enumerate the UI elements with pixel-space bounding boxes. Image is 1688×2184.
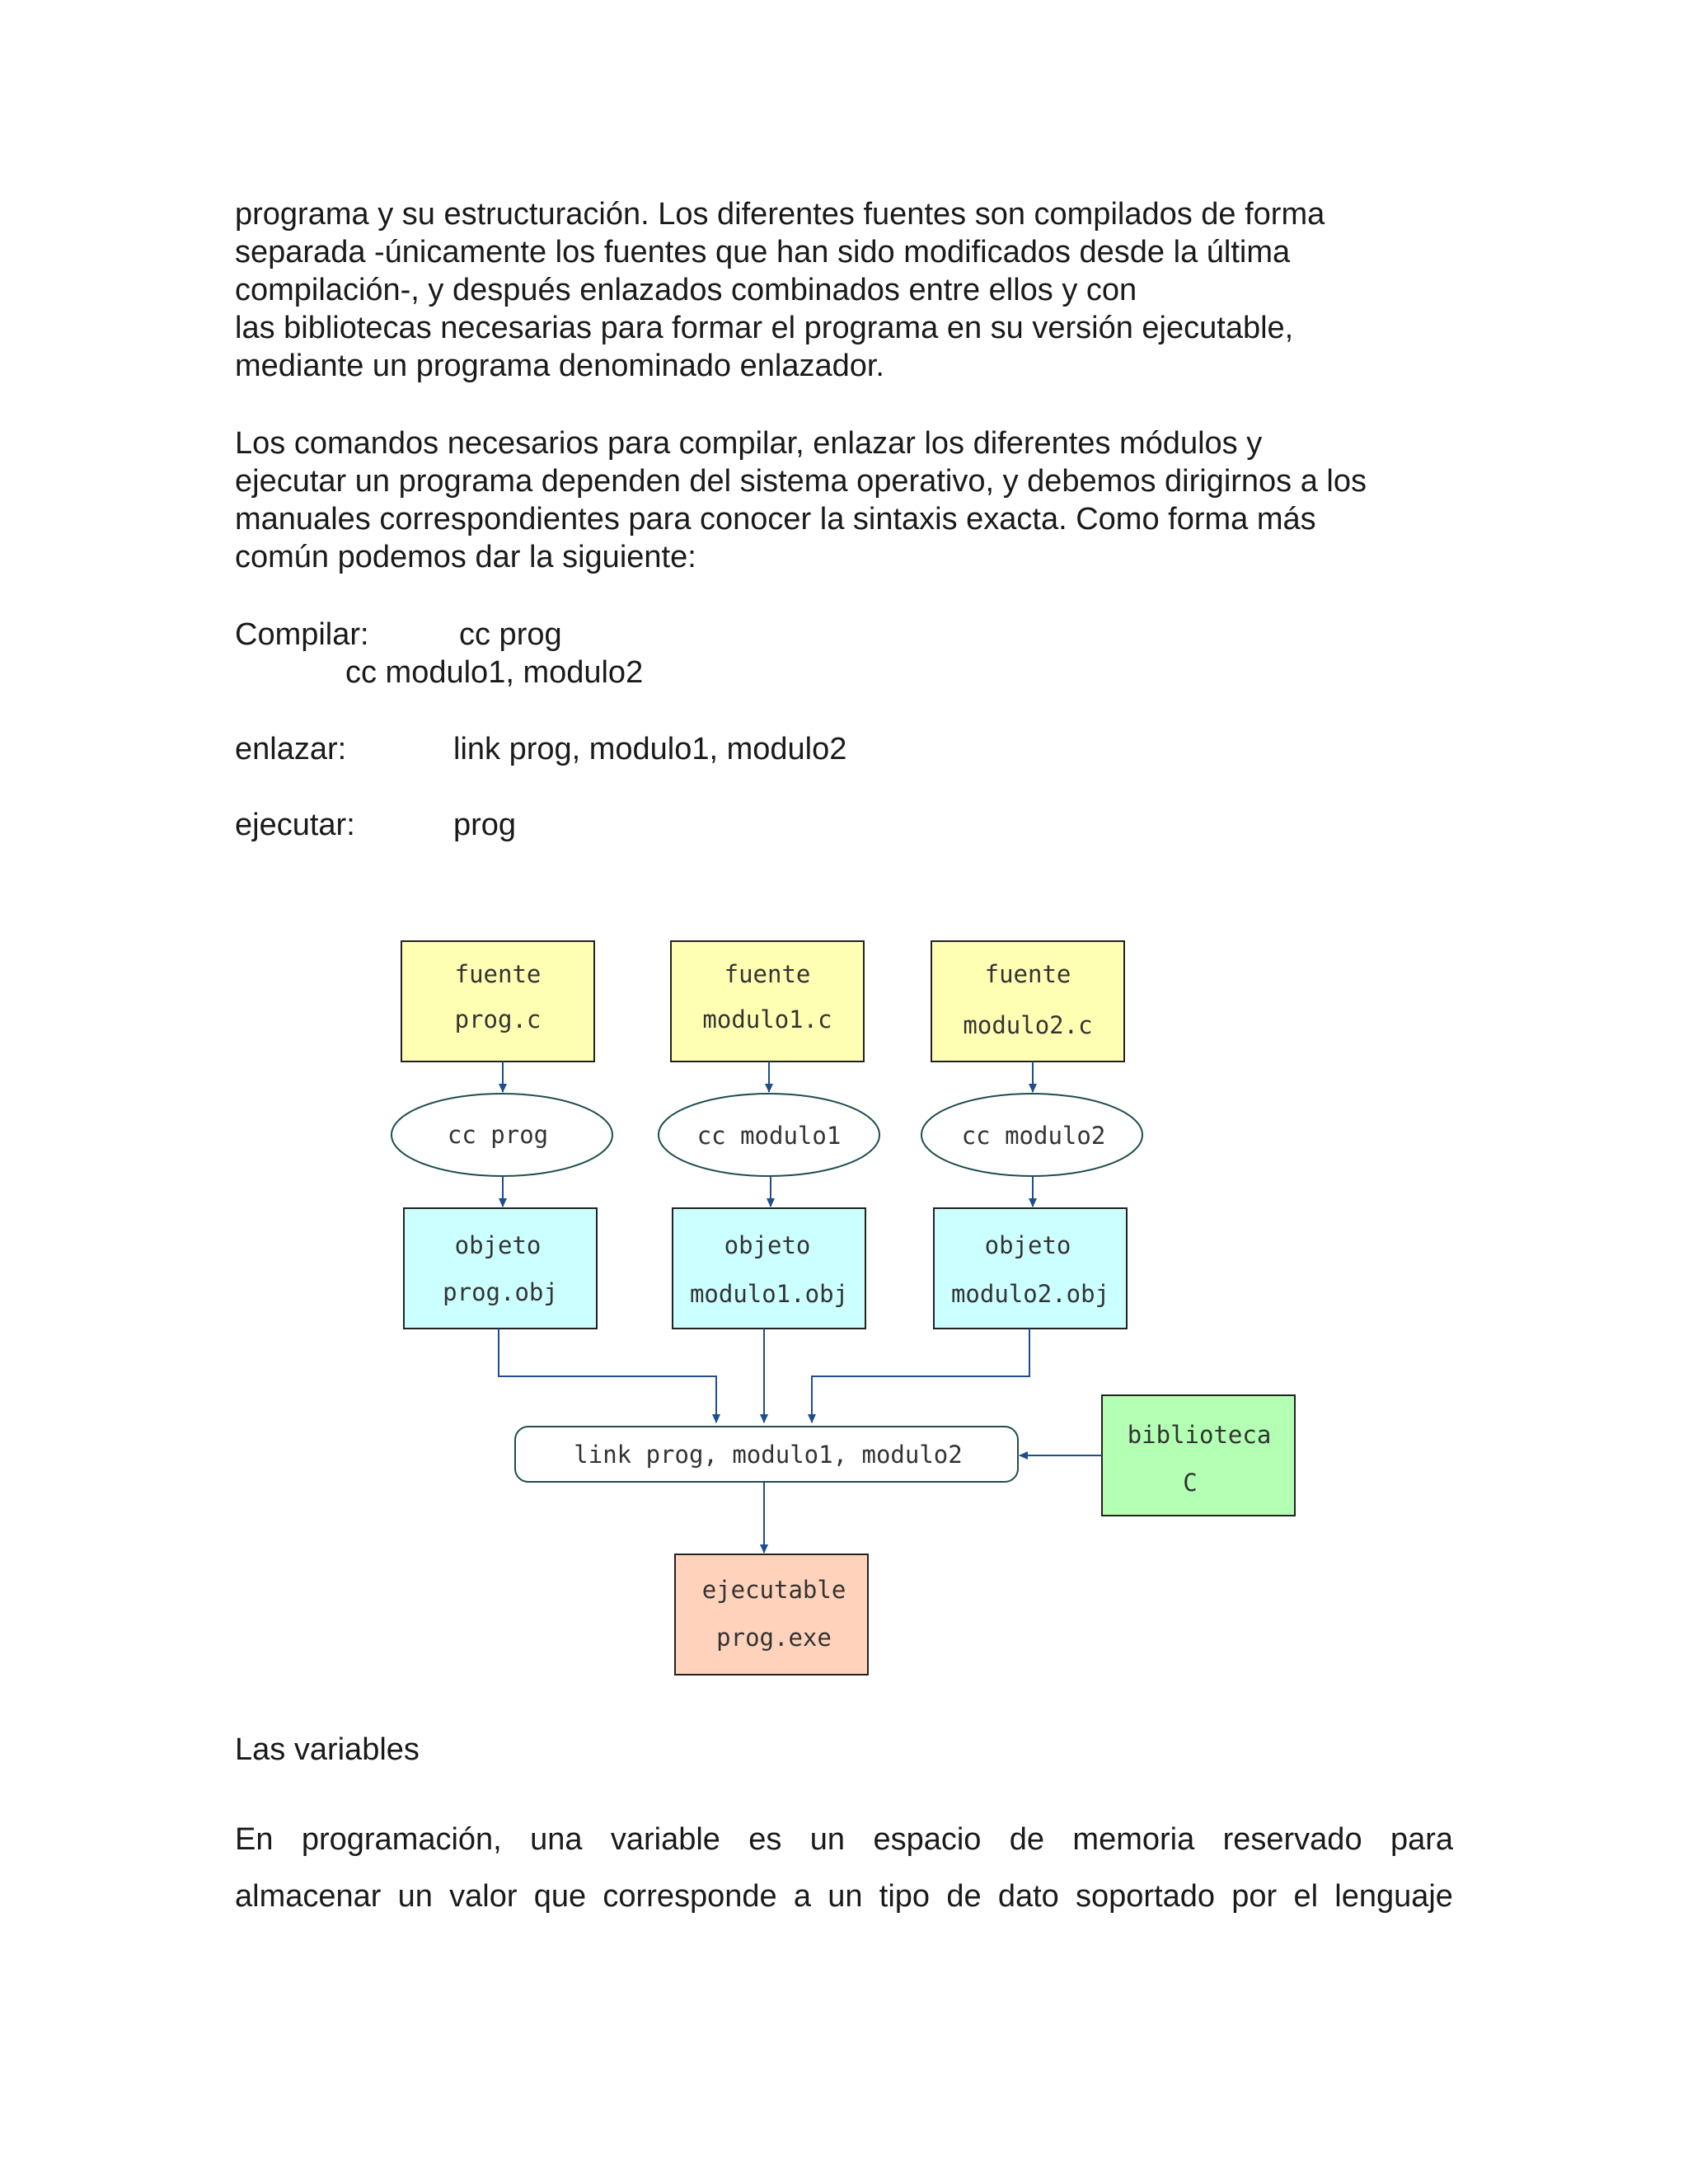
compiler-node-prog [392, 1094, 612, 1176]
object-node-prog [404, 1208, 597, 1329]
source-node-label: fuente [724, 960, 811, 988]
word: de [946, 1879, 982, 1914]
paragraph-1-line-1: programa y su estructuración. Los diferentes fuentes son compilados de forma [235, 197, 1325, 232]
paragraph-2-line-3: manuales correspondientes para conocer la sintaxis exacta. Como forma más [235, 502, 1316, 537]
word: soportado [1076, 1879, 1216, 1914]
word: un [809, 1822, 846, 1857]
compiler-node-label: cc modulo2 [961, 1122, 1106, 1150]
word: programación, [301, 1822, 502, 1857]
object-node-filename: modulo1.obj [689, 1280, 849, 1308]
paragraph-1-line-2: separada -únicamente los fuentes que han sido modificados desde la última [235, 235, 1291, 269]
paragraph-2-line-4: común podemos dar la siguiente: [235, 540, 696, 574]
word: reservado [1222, 1822, 1362, 1857]
executable-node [675, 1554, 868, 1675]
object-node-label: objeto [724, 1231, 811, 1259]
object-node-filename: prog.obj [443, 1278, 558, 1306]
paragraph-3-line-2 [235, 1877, 1453, 1915]
object-node-label: objeto [984, 1231, 1071, 1259]
word: espacio [873, 1822, 982, 1857]
word: En [235, 1822, 274, 1857]
library-node [1102, 1395, 1295, 1516]
word: almacenar [235, 1879, 382, 1914]
source-node-label: fuente [984, 960, 1071, 988]
arrow-object-to-linker [812, 1329, 1029, 1422]
executable-node-filename: prog.exe [716, 1624, 832, 1652]
word: tipo [879, 1879, 931, 1914]
source-node-label: fuente [454, 960, 542, 988]
word: un [397, 1879, 433, 1914]
paragraph-2-line-2: ejecutar un programa dependen del sistema operativo, y debemos dirigirnos a los [235, 464, 1367, 499]
compiler-node-label: cc modulo1 [696, 1122, 842, 1150]
link-label: enlazar: [235, 732, 347, 766]
source-node-filename: prog.c [454, 1005, 542, 1033]
compiler-node-modulo1 [659, 1094, 879, 1176]
word: lenguaje [1334, 1879, 1453, 1914]
object-node-modulo2 [934, 1208, 1127, 1329]
word: para [1390, 1822, 1453, 1857]
word: a [793, 1879, 812, 1914]
compile-command-1: cc prog [459, 617, 562, 652]
object-node-modulo1 [673, 1208, 865, 1329]
word: dato [997, 1879, 1059, 1914]
linker-node [515, 1427, 1018, 1482]
paragraph-1-line-5: mediante un programa denominado enlazador. [235, 349, 884, 383]
compile-command-2: cc modulo1, modulo2 [345, 655, 644, 690]
paragraph-2-line-1: Los comandos necesarios para compilar, enlazar los diferentes módulos y [235, 426, 1263, 461]
word: corresponde [603, 1879, 777, 1914]
linker-node-label: link prog, modulo1, modulo2 [574, 1441, 963, 1469]
object-node-filename: modulo2.obj [950, 1280, 1110, 1308]
word: valor [449, 1879, 518, 1914]
compiler-node-label: cc prog [447, 1121, 549, 1149]
section-title: Las variables [235, 1732, 420, 1767]
word: que [533, 1879, 587, 1914]
word: memoria [1072, 1822, 1195, 1857]
compile-label: Compilar: [235, 617, 369, 652]
word: el [1293, 1879, 1319, 1914]
word: por [1231, 1879, 1278, 1914]
source-node-filename: modulo1.c [702, 1005, 832, 1033]
run-label: ejecutar: [235, 808, 355, 842]
paragraph-1-line-3: compilación-, y después enlazados combinados entre ellos y con [235, 273, 1137, 307]
run-command: prog [453, 808, 517, 842]
source-node-filename: modulo2.c [963, 1011, 1093, 1039]
arrow-object-to-linker [499, 1329, 716, 1422]
word: una variable es [530, 1822, 782, 1857]
library-node-label: biblioteca [1127, 1421, 1272, 1449]
executable-node-label: ejecutable [701, 1576, 846, 1604]
compiler-node-modulo2 [921, 1094, 1142, 1176]
link-command: link prog, modulo1, modulo2 [453, 732, 847, 766]
library-node-name: C [1183, 1469, 1198, 1497]
word: un [828, 1879, 863, 1914]
word: de [1009, 1822, 1045, 1857]
source-node-modulo2 [931, 941, 1124, 1062]
source-node-prog [401, 941, 594, 1062]
paragraph-3-line-1 [235, 1821, 1453, 1858]
object-node-label: objeto [454, 1231, 542, 1259]
paragraph-1-line-4: las bibliotecas necesarias para formar el programa en su versión ejecutable, [235, 311, 1294, 345]
source-node-modulo1 [671, 941, 864, 1062]
